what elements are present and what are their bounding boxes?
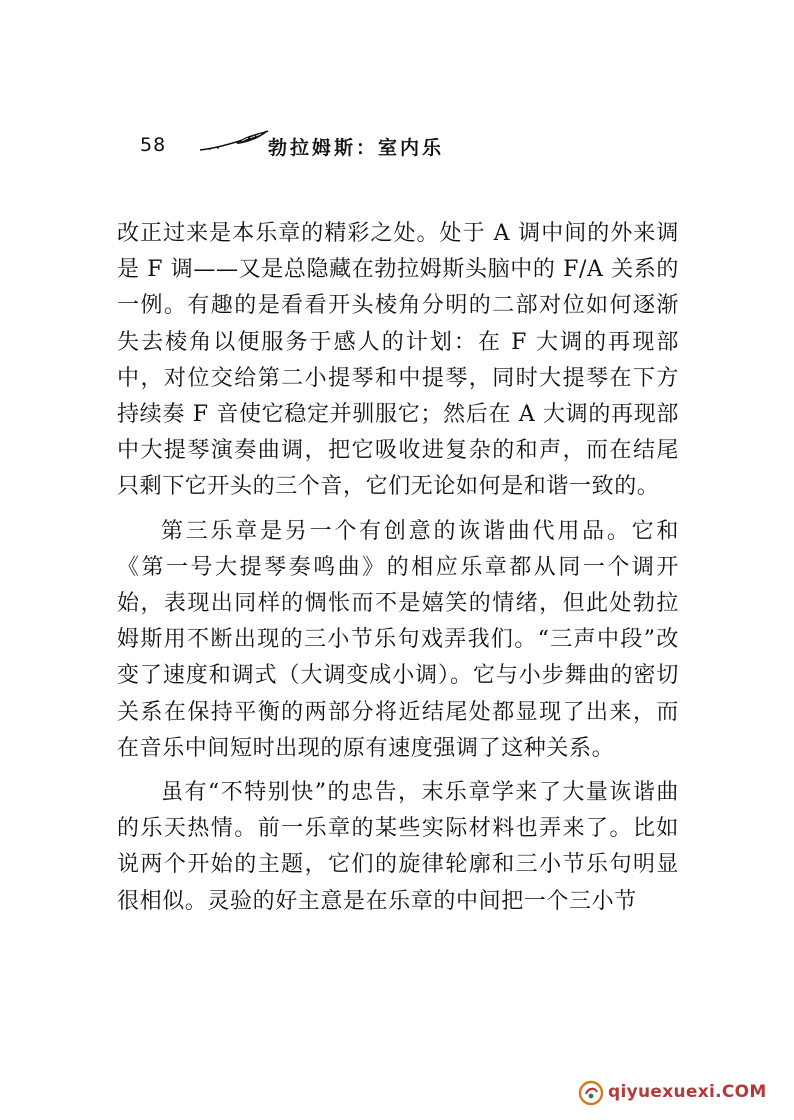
paragraph-3: 虽有“不特别快”的忠告，末乐章学来了大量诙谐曲的乐天热情。前一乐章的某些实际材料也弄来了。比如说两个开始的主题，它们的旋律轮廓和三小节乐句明显很相似。灵验的好主意是在乐章的中间把一个三小节 [117,780,679,914]
running-title: 勃拉姆斯：室内乐 [268,137,445,159]
paragraph-1: 改正过来是本乐章的精彩之处。处于 A 调中间的外来调是 F 调——又是总隐藏在勃拉姆斯头脑中的 F/A 关系的一例。有趣的是看看开头棱角分明的二部对位如何逐渐失去棱角以便服务于感人的计划：在 F 大调的再现部中，对位交给第二小提琴和中提琴，同时大提琴在下方持续奏 F 音使它稳定并驯服它；然后在 A 大调的再现部中大提琴演奏曲调，把它吸收进复杂的和声，而在结尾只剩下它开头的三个音，它们无论如何是和谐一致的。 [117,221,679,500]
page-header [140,128,500,162]
body-text [117,216,679,920]
paragraph-2: 第三乐章是另一个有创意的诙谐曲代用品。它和《第一号大提琴奏鸣曲》的相应乐章都从同一个调开始，表现出同样的惆怅而不是嬉笑的情绪，但此处勃拉姆斯用不断出现的三小节乐句戏弄我们。“三声中段”改变了速度和调式（大调变成小调）。它与小步舞曲的密切关系在保持平衡的两部分将近结尾处都显现了出来，而在音乐中间短时出现的原有速度强调了这种关系。 [117,518,679,761]
page-number: 58 [140,134,167,156]
site-watermark [578,1072,774,1112]
watermark-text: qiyuexuexi.COM [608,1082,767,1102]
qiyue-logo-icon [578,1080,604,1106]
quill-ornament-icon [198,128,276,154]
